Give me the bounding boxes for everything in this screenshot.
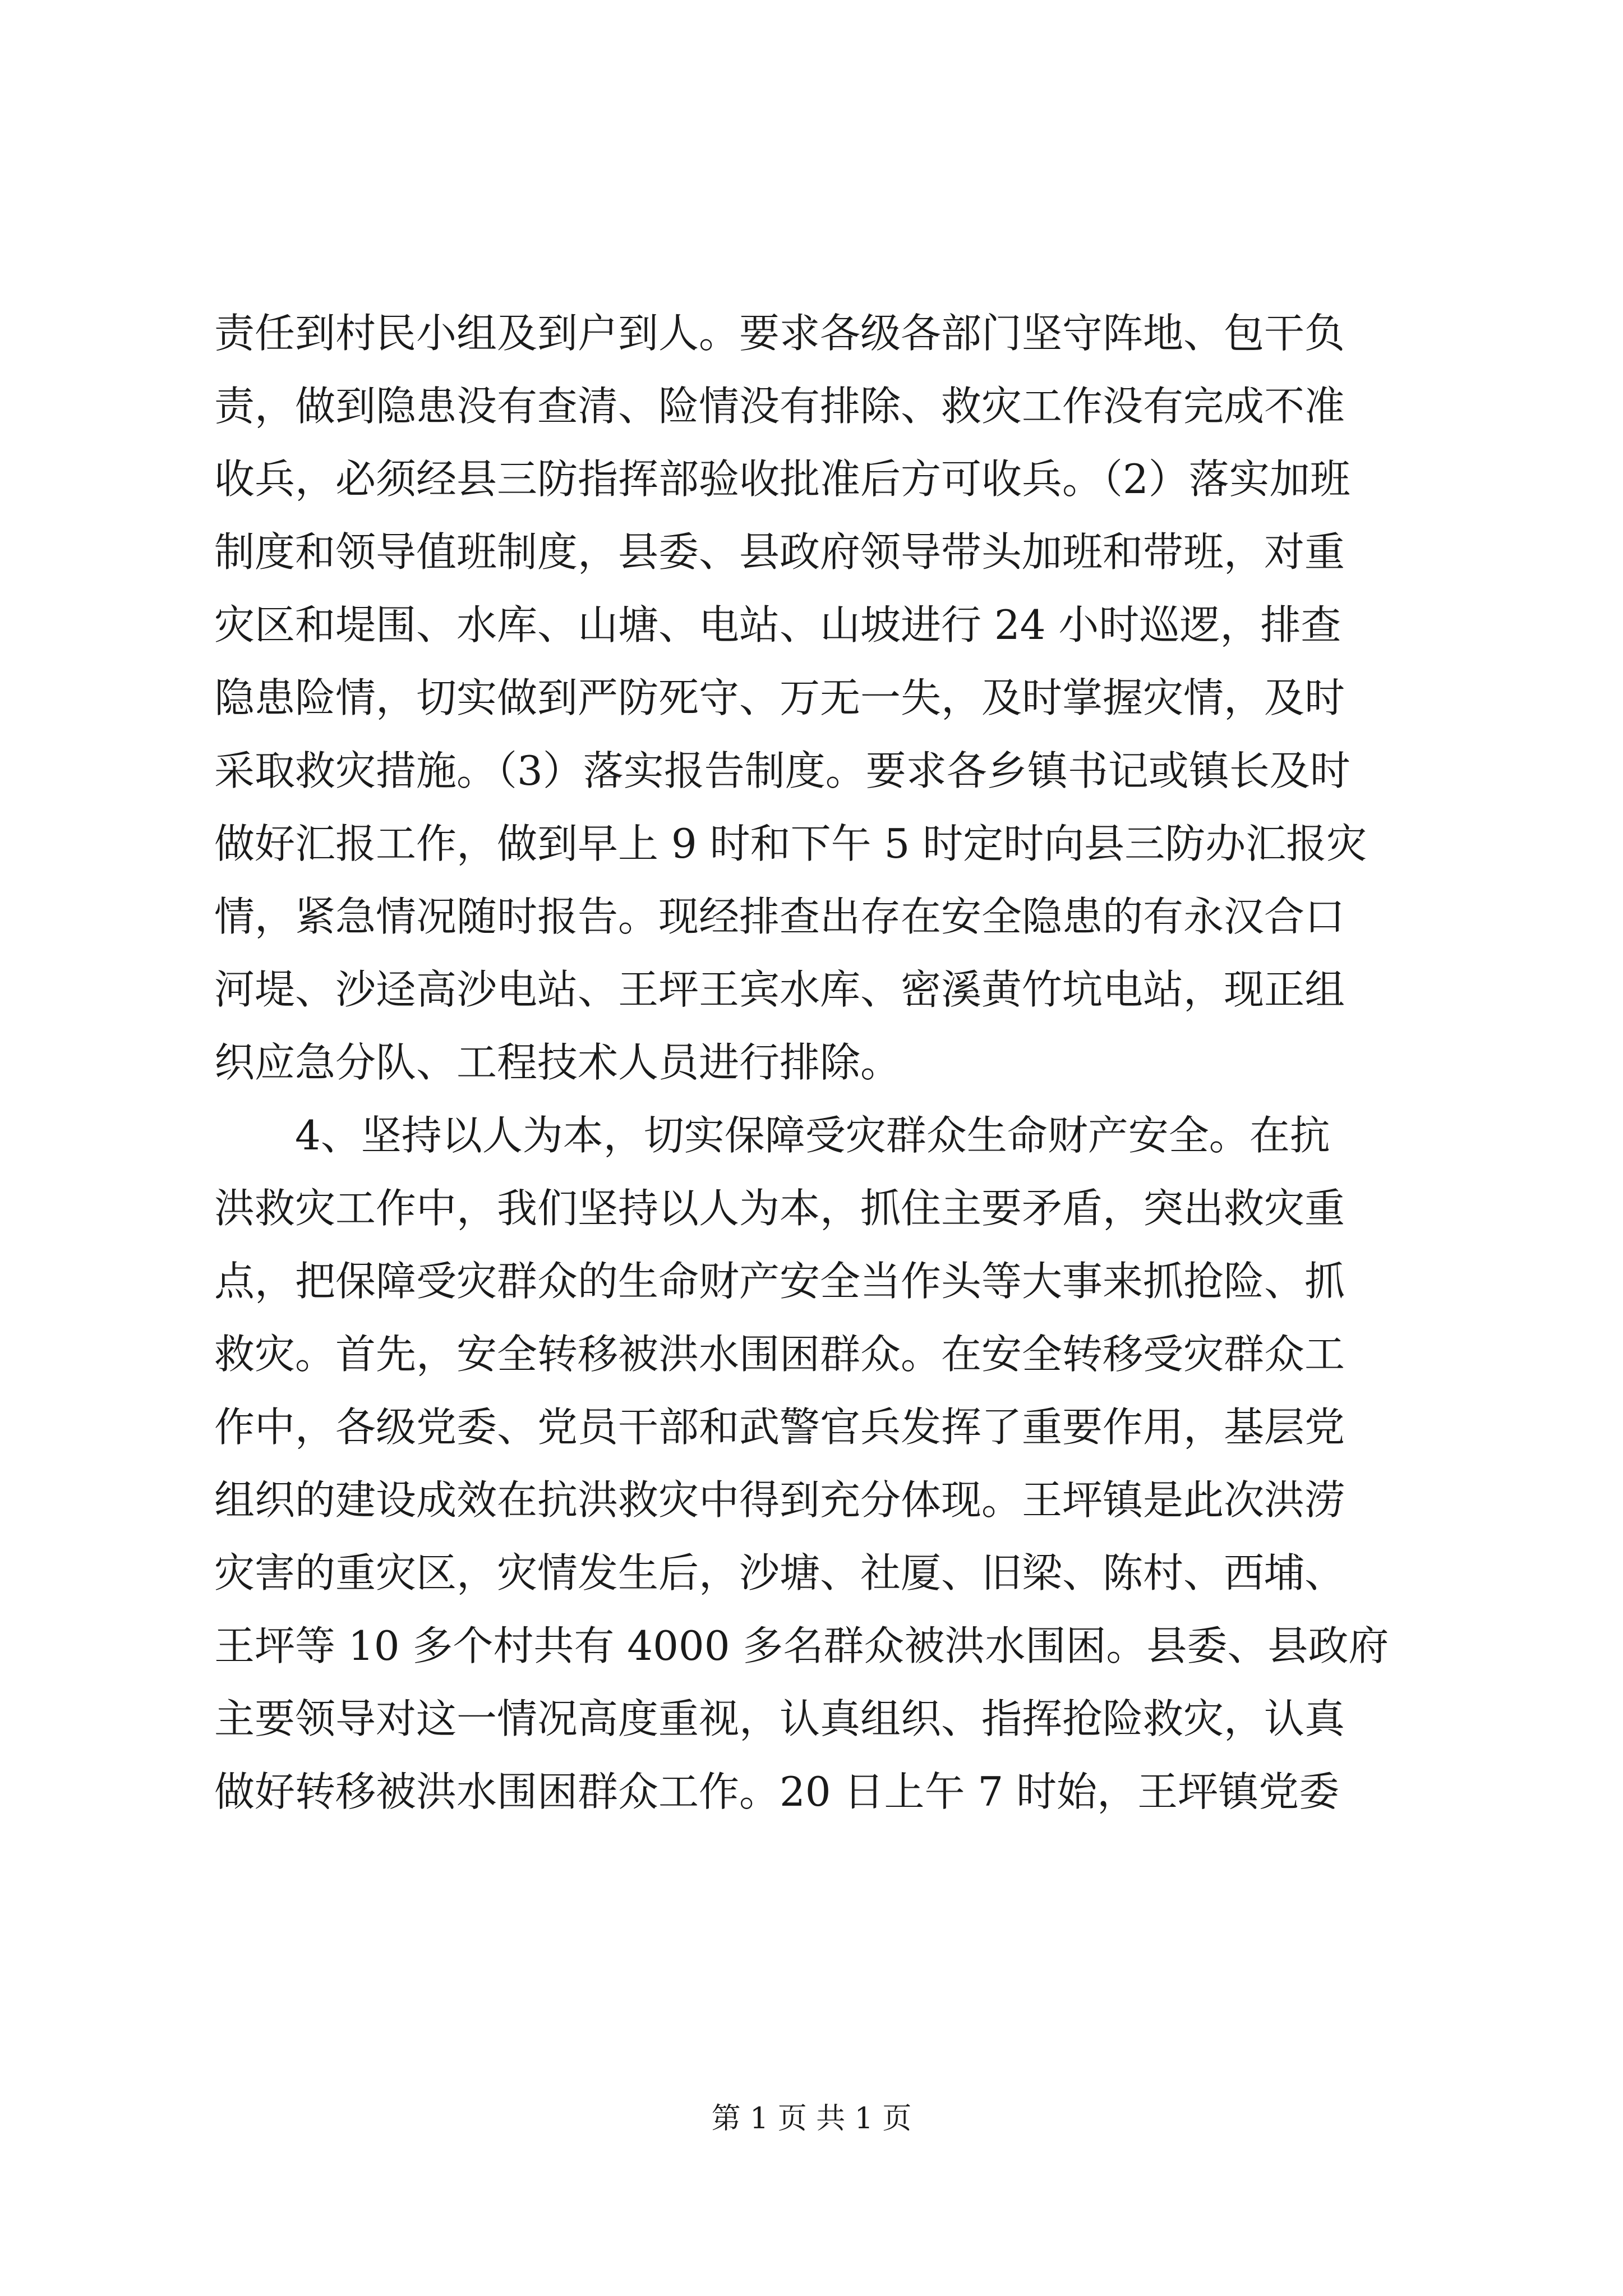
body-line: 王坪等 10 多个村共有 4000 多名群众被洪水围困。县委、县政府 — [214, 1622, 1389, 1669]
body-line: 点，把保障受灾群众的生命财产安全当作头等大事来抓抢险、抓 — [214, 1258, 1345, 1305]
body-line: 隐患险情，切实做到严防死守、万无一失，及时掌握灾情，及时 — [214, 674, 1345, 721]
body-line: 织应急分队、工程技术人员进行排除。 — [214, 1039, 901, 1086]
body-line: 灾区和堤围、水库、山塘、电站、山坡进行 24 小时巡逻，排查 — [214, 601, 1341, 648]
body-line: 做好转移被洪水围困群众工作。20 日上午 7 时始，王坪镇党委 — [214, 1768, 1340, 1815]
body-line: 情，紧急情况随时报告。现经排查出存在安全隐患的有永汉合口 — [214, 893, 1345, 940]
body-line: 制度和领导值班制度，县委、县政府领导带头加班和带班，对重 — [214, 528, 1345, 576]
body-line: 组织的建设成效在抗洪救灾中得到充分体现。王坪镇是此次洪涝 — [214, 1476, 1345, 1524]
page-number-footer: 第 1 页 共 1 页 — [711, 2102, 912, 2136]
body-line: 责，做到隐患没有查清、险情没有排除、救灾工作没有完成不准 — [214, 383, 1345, 430]
body-line: 做好汇报工作，做到早上 9 时和下午 5 时定时向县三防办汇报灾 — [214, 820, 1367, 867]
body-line: 采取救灾措施。（3）落实报告制度。要求各乡镇书记或镇长及时 — [214, 747, 1350, 794]
body-line: 主要领导对这一情况高度重视，认真组织、指挥抢险救灾，认真 — [214, 1695, 1345, 1742]
body-line: 灾害的重灾区，灾情发生后，沙塘、社厦、旧梁、陈村、西埔、 — [214, 1549, 1345, 1596]
body-line: 洪救灾工作中，我们坚持以人为本，抓住主要矛盾，突出救灾重 — [214, 1185, 1345, 1232]
body-line: 责任到村民小组及到户到人。要求各级各部门坚守阵地、包干负 — [214, 310, 1345, 357]
body-line: 河堤、沙迳高沙电站、王坪王宾水库、密溪黄竹坑电站，现正组 — [214, 966, 1345, 1013]
body-line: 作中，各级党委、党员干部和武警官兵发挥了重要作用，基层党 — [214, 1404, 1345, 1451]
body-line: 救灾。首先，安全转移被洪水围困群众。在安全转移受灾群众工 — [214, 1331, 1345, 1378]
paragraph-first-line: 4、坚持以人为本，切实保障受灾群众生命财产安全。在抗 — [295, 1112, 1330, 1159]
body-line: 收兵，必须经县三防指挥部验收批准后方可收兵。（2）落实加班 — [214, 455, 1350, 503]
